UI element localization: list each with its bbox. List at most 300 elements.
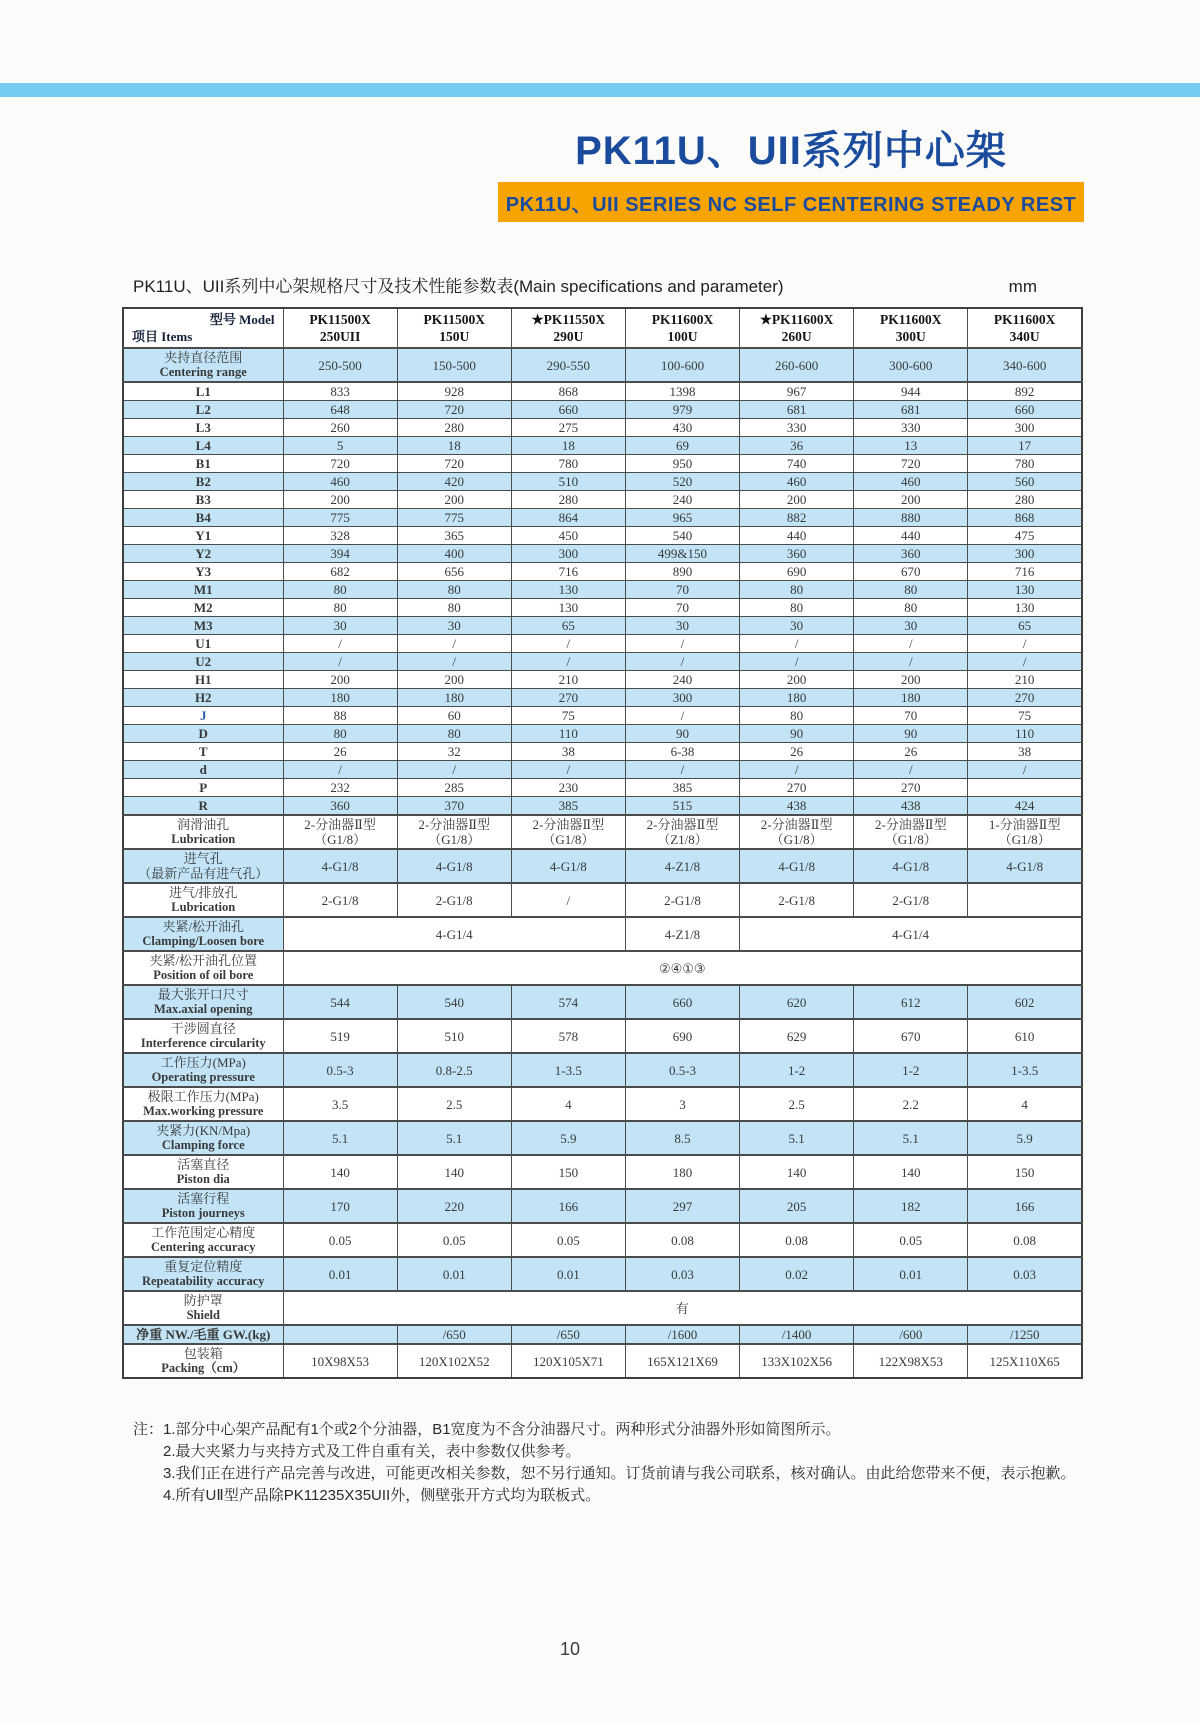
spec-value: 2-G1/8 [854,883,968,917]
table-row [123,382,1082,401]
model-header-cell: PK11600X 300U [854,308,968,348]
row-label: 净重 NW./毛重 GW.(kg) [123,1325,283,1344]
spec-value: 330 [854,419,968,437]
spec-value: 80 [283,581,397,599]
spec-value: 65 [968,617,1082,635]
spec-value: 578 [511,1019,625,1053]
spec-value: 180 [283,689,397,707]
spec-value: 499&150 [625,545,739,563]
table-row [123,473,1082,491]
spec-value: 5 [283,437,397,455]
table-row [123,849,1082,883]
spec-value: 0.05 [397,1223,511,1257]
spec-value: 120X105X71 [511,1344,625,1378]
spec-value: 2-分油器Ⅱ型 （Z1/8） [625,815,739,849]
table-row [123,635,1082,653]
spec-value: 200 [854,491,968,509]
spec-value: / [854,653,968,671]
spec-value: 720 [397,401,511,419]
table-caption-row [133,272,1083,297]
spec-value: 690 [625,1019,739,1053]
spec-value: 515 [625,797,739,816]
spec-value: 360 [854,545,968,563]
spec-value: 200 [397,491,511,509]
row-label: 工作压力(MPa) Operating pressure [123,1053,283,1087]
spec-value: 260 [283,419,397,437]
table-row [123,1155,1082,1189]
spec-value: 1398 [625,382,739,401]
spec-value: / [740,761,854,779]
spec-value: 133X102X56 [740,1344,854,1378]
row-label: 极限工作压力(MPa) Max.working pressure [123,1087,283,1121]
row-label: 进气/排放孔 Lubrication [123,883,283,917]
spec-value: 4-G1/8 [854,849,968,883]
spec-value: / [625,761,739,779]
table-row [123,617,1082,635]
table-row [123,951,1082,985]
spec-value: 4-G1/8 [968,849,1082,883]
spec-value: 100-600 [625,348,739,382]
row-label: 夹紧/松开油孔位置 Position of oil bore [123,951,283,985]
spec-value: 150-500 [397,348,511,382]
spec-value: 26 [854,743,968,761]
spec-value: 890 [625,563,739,581]
spec-value: 140 [397,1155,511,1189]
spec-value: 0.01 [511,1257,625,1291]
spec-value: 有 [283,1291,1082,1325]
spec-value: 1-3.5 [511,1053,625,1087]
spec-value: 30 [740,617,854,635]
spec-value: 4-G1/8 [740,849,854,883]
spec-value: 230 [511,779,625,797]
spec-value: 200 [283,491,397,509]
row-label: U1 [123,635,283,653]
spec-value: 80 [740,707,854,725]
row-label: D [123,725,283,743]
spec-value: 165X121X69 [625,1344,739,1378]
spec-value [968,779,1082,797]
note-item: 3.我们正在进行产品完善与改进，可能更改相关参数，恕不另行通知。订货前请与我公司联系，核对确认。由此给您带来不便，表示抱歉。 [163,1465,1076,1482]
spec-value: 80 [283,599,397,617]
row-label: U2 [123,653,283,671]
model-header-cell: ★PK11600X 260U [740,308,854,348]
spec-value: 5.1 [397,1121,511,1155]
spec-value: 1-2 [740,1053,854,1087]
spec-value: 394 [283,545,397,563]
spec-value: 540 [625,527,739,545]
spec-value: 170 [283,1189,397,1223]
spec-value: 475 [968,527,1082,545]
spec-value: / [511,761,625,779]
spec-value: 32 [397,743,511,761]
spec-value: 420 [397,473,511,491]
spec-value: 2-G1/8 [740,883,854,917]
spec-value: 140 [854,1155,968,1189]
spec-table [122,307,1083,1379]
spec-value: 5.9 [511,1121,625,1155]
spec-value: 280 [397,419,511,437]
spec-value: / [283,635,397,653]
spec-value: 110 [968,725,1082,743]
spec-value: 30 [625,617,739,635]
spec-value: 90 [854,725,968,743]
spec-value: 438 [854,797,968,816]
spec-value: 3.5 [283,1087,397,1121]
spec-value: 270 [854,779,968,797]
spec-value: / [740,635,854,653]
row-label: 润滑油孔 Lubrication [123,815,283,849]
spec-value: /1600 [625,1325,739,1344]
spec-value: 80 [740,581,854,599]
spec-value: /1400 [740,1325,854,1344]
row-label: B2 [123,473,283,491]
spec-value: 2-分油器Ⅱ型 （G1/8） [740,815,854,849]
row-label: Y2 [123,545,283,563]
spec-value: 180 [740,689,854,707]
spec-value: 280 [511,491,625,509]
model-header-cell: PK11600X 100U [625,308,739,348]
spec-value: 200 [397,671,511,689]
spec-value: 18 [397,437,511,455]
spec-value: 80 [854,599,968,617]
spec-value: 240 [625,671,739,689]
spec-value: / [397,635,511,653]
spec-value: / [283,653,397,671]
spec-value: 540 [397,985,511,1019]
spec-value: 130 [968,599,1082,617]
spec-value: 0.05 [854,1223,968,1257]
row-label: B3 [123,491,283,509]
table-row [123,527,1082,545]
spec-value: 80 [854,581,968,599]
spec-value: 4-G1/4 [740,917,1082,951]
row-label: L2 [123,401,283,419]
spec-value: 300-600 [854,348,968,382]
spec-value: 612 [854,985,968,1019]
table-row [123,401,1082,419]
spec-value: 210 [511,671,625,689]
table-row [123,1053,1082,1087]
page-title: PK11U、UII系列中心架 [575,129,1007,173]
spec-value: 8.5 [625,1121,739,1155]
spec-value: 520 [625,473,739,491]
series-banner [498,182,1084,222]
spec-value: 780 [968,455,1082,473]
table-row [123,563,1082,581]
row-label: P [123,779,283,797]
table-row [123,689,1082,707]
spec-value: 0.08 [625,1223,739,1257]
spec-value: 2-G1/8 [283,883,397,917]
table-row [123,797,1082,816]
spec-value: 5.1 [740,1121,854,1155]
row-label: R [123,797,283,816]
spec-value: 80 [397,599,511,617]
spec-value: 4-G1/8 [511,849,625,883]
row-label: Y1 [123,527,283,545]
spec-value: 90 [625,725,739,743]
spec-value: 300 [511,545,625,563]
spec-value: 5.1 [283,1121,397,1155]
row-label: L4 [123,437,283,455]
table-row [123,653,1082,671]
spec-value: 5.9 [968,1121,1082,1155]
spec-value: 574 [511,985,625,1019]
corner-model-label: 型号 Model [209,312,275,327]
spec-value: 690 [740,563,854,581]
spec-value: 682 [283,563,397,581]
table-header-row [123,308,1082,348]
spec-value: / [625,635,739,653]
spec-value: 3 [625,1087,739,1121]
spec-value: 166 [968,1189,1082,1223]
spec-value: 430 [625,419,739,437]
row-label: 活塞直径 Piston dia [123,1155,283,1189]
spec-value: 30 [854,617,968,635]
spec-value: / [625,707,739,725]
table-row [123,707,1082,725]
spec-value: / [854,635,968,653]
spec-value: / [854,761,968,779]
row-label: M3 [123,617,283,635]
spec-value: 70 [625,581,739,599]
row-label: L3 [123,419,283,437]
spec-value: / [968,653,1082,671]
spec-value: 4 [968,1087,1082,1121]
spec-value: 328 [283,527,397,545]
unit-label: mm [1008,277,1037,296]
spec-value: 17 [968,437,1082,455]
note-item: 4.所有UⅡ型产品除PK11235X35UII外，侧壁张开方式均为联板式。 [163,1487,601,1504]
spec-value: 965 [625,509,739,527]
spec-value: 365 [397,527,511,545]
spec-value: 75 [511,707,625,725]
top-accent-bar [0,83,1200,97]
spec-value: 285 [397,779,511,797]
spec-value: 660 [511,401,625,419]
spec-value: / [511,635,625,653]
spec-value: 38 [968,743,1082,761]
spec-value: 200 [854,671,968,689]
spec-value: 130 [968,581,1082,599]
spec-value: 720 [283,455,397,473]
table-row [123,581,1082,599]
spec-value: 150 [968,1155,1082,1189]
spec-value: 670 [854,563,968,581]
table-row [123,725,1082,743]
table-row [123,1344,1082,1378]
spec-value: 60 [397,707,511,725]
notes-list [163,1419,1076,1507]
spec-value: 544 [283,985,397,1019]
notes [133,1419,1140,1507]
spec-value: 370 [397,797,511,816]
corner-cell [123,308,283,348]
row-label: B4 [123,509,283,527]
spec-value: 270 [740,779,854,797]
page-header [498,127,1084,222]
spec-value: 0.5-3 [625,1053,739,1087]
spec-value: 4-G1/8 [397,849,511,883]
table-row [123,509,1082,527]
spec-value: 69 [625,437,739,455]
spec-value: 2.5 [397,1087,511,1121]
spec-value: 670 [854,1019,968,1053]
row-label: 夹紧力(KN/Mpa) Clamping force [123,1121,283,1155]
table-row [123,671,1082,689]
spec-value: 36 [740,437,854,455]
spec-value: 610 [968,1019,1082,1053]
spec-value: 5.1 [854,1121,968,1155]
spec-value: 716 [968,563,1082,581]
spec-value: 182 [854,1189,968,1223]
spec-value: 4-G1/4 [283,917,625,951]
spec-value: 70 [625,599,739,617]
row-label: 重复定位精度 Repeatability accuracy [123,1257,283,1291]
spec-value: 720 [397,455,511,473]
row-label: H1 [123,671,283,689]
table-row [123,419,1082,437]
row-label: M2 [123,599,283,617]
spec-value: 6-38 [625,743,739,761]
spec-value: 438 [740,797,854,816]
spec-value: 0.08 [968,1223,1082,1257]
spec-value: 130 [511,581,625,599]
spec-value: 300 [968,419,1082,437]
spec-value: 460 [283,473,397,491]
spec-value: / [397,653,511,671]
spec-value: 300 [625,689,739,707]
spec-value: 80 [283,725,397,743]
spec-value: 880 [854,509,968,527]
spec-value: 681 [854,401,968,419]
spec-value: 629 [740,1019,854,1053]
table-row [123,1189,1082,1223]
spec-value: 340-600 [968,348,1082,382]
spec-value: 240 [625,491,739,509]
spec-value: / [283,761,397,779]
spec-value: 868 [511,382,625,401]
spec-value: 18 [511,437,625,455]
spec-value: / [511,653,625,671]
spec-value: 2-分油器Ⅱ型 （G1/8） [397,815,511,849]
spec-value: 80 [397,581,511,599]
spec-value: 297 [625,1189,739,1223]
spec-value: 0.01 [283,1257,397,1291]
spec-value: 180 [397,689,511,707]
spec-value: 200 [740,491,854,509]
model-header-cell: PK11600X 340U [968,308,1082,348]
spec-value: 780 [511,455,625,473]
spec-value: 330 [740,419,854,437]
spec-value: 2-G1/8 [397,883,511,917]
spec-value: 180 [625,1155,739,1189]
row-label: 夹紧/松开油孔 Clamping/Loosen bore [123,917,283,951]
spec-value: 130 [511,599,625,617]
spec-value: 200 [740,671,854,689]
row-label: Y3 [123,563,283,581]
spec-value: 450 [511,527,625,545]
spec-value: 440 [854,527,968,545]
spec-value: / [511,883,625,917]
spec-value: 720 [854,455,968,473]
note-item: 1.部分中心架产品配有1个或2个分油器，B1宽度为不含分油器尺寸。两种形式分油器外形如简图所示。 [163,1421,841,1438]
spec-value: /650 [511,1325,625,1344]
spec-value: 13 [854,437,968,455]
spec-value: 2-分油器Ⅱ型 （G1/8） [511,815,625,849]
spec-value: 280 [968,491,1082,509]
spec-value: 1-3.5 [968,1053,1082,1087]
table-row [123,1223,1082,1257]
spec-value: 150 [511,1155,625,1189]
spec-value: 1-2 [854,1053,968,1087]
series-banner-text: PK11U、UII SERIES NC SELF CENTERING STEADY REST [505,193,1077,216]
row-label: J [123,707,283,725]
spec-value: 510 [397,1019,511,1053]
spec-value: / [625,653,739,671]
row-label: 工作范围定心精度 Centering accuracy [123,1223,283,1257]
row-label: H2 [123,689,283,707]
spec-value: 120X102X52 [397,1344,511,1378]
table-row [123,1019,1082,1053]
spec-value [283,1325,397,1344]
spec-value: 10X98X53 [283,1344,397,1378]
spec-table-body [123,308,1082,1378]
table-row [123,985,1082,1019]
corner-items-label: 项目 Items [132,329,193,344]
spec-value: 0.5-3 [283,1053,397,1087]
spec-value: 944 [854,382,968,401]
spec-value: 220 [397,1189,511,1223]
spec-value: 65 [511,617,625,635]
spec-value: 660 [625,985,739,1019]
spec-value: 26 [740,743,854,761]
spec-value: 560 [968,473,1082,491]
spec-value: 0.01 [397,1257,511,1291]
table-row [123,1325,1082,1344]
spec-value: / [397,761,511,779]
spec-value: 2-分油器Ⅱ型 （G1/8） [854,815,968,849]
spec-value: 602 [968,985,1082,1019]
spec-value: 30 [283,617,397,635]
row-label: d [123,761,283,779]
spec-value: 88 [283,707,397,725]
spec-value: 660 [968,401,1082,419]
table-row [123,455,1082,473]
table-row [123,545,1082,563]
notes-prefix: 注： [133,1421,164,1438]
page-number: 10 [559,1639,581,1659]
spec-value: ②④①③ [283,951,1082,985]
table-row [123,1257,1082,1291]
spec-value: 4-Z1/8 [625,917,739,951]
spec-value: 80 [740,599,854,617]
table-row [123,599,1082,617]
table-row [123,883,1082,917]
spec-value: 360 [283,797,397,816]
table-row [123,348,1082,382]
spec-value: 30 [397,617,511,635]
spec-value: 38 [511,743,625,761]
spec-value: 928 [397,382,511,401]
spec-value: 166 [511,1189,625,1223]
spec-value: 0.05 [283,1223,397,1257]
spec-value: 270 [511,689,625,707]
spec-value: 0.03 [968,1257,1082,1291]
spec-value: 950 [625,455,739,473]
model-header-cell: PK11500X 150U [397,308,511,348]
spec-value: 0.08 [740,1223,854,1257]
